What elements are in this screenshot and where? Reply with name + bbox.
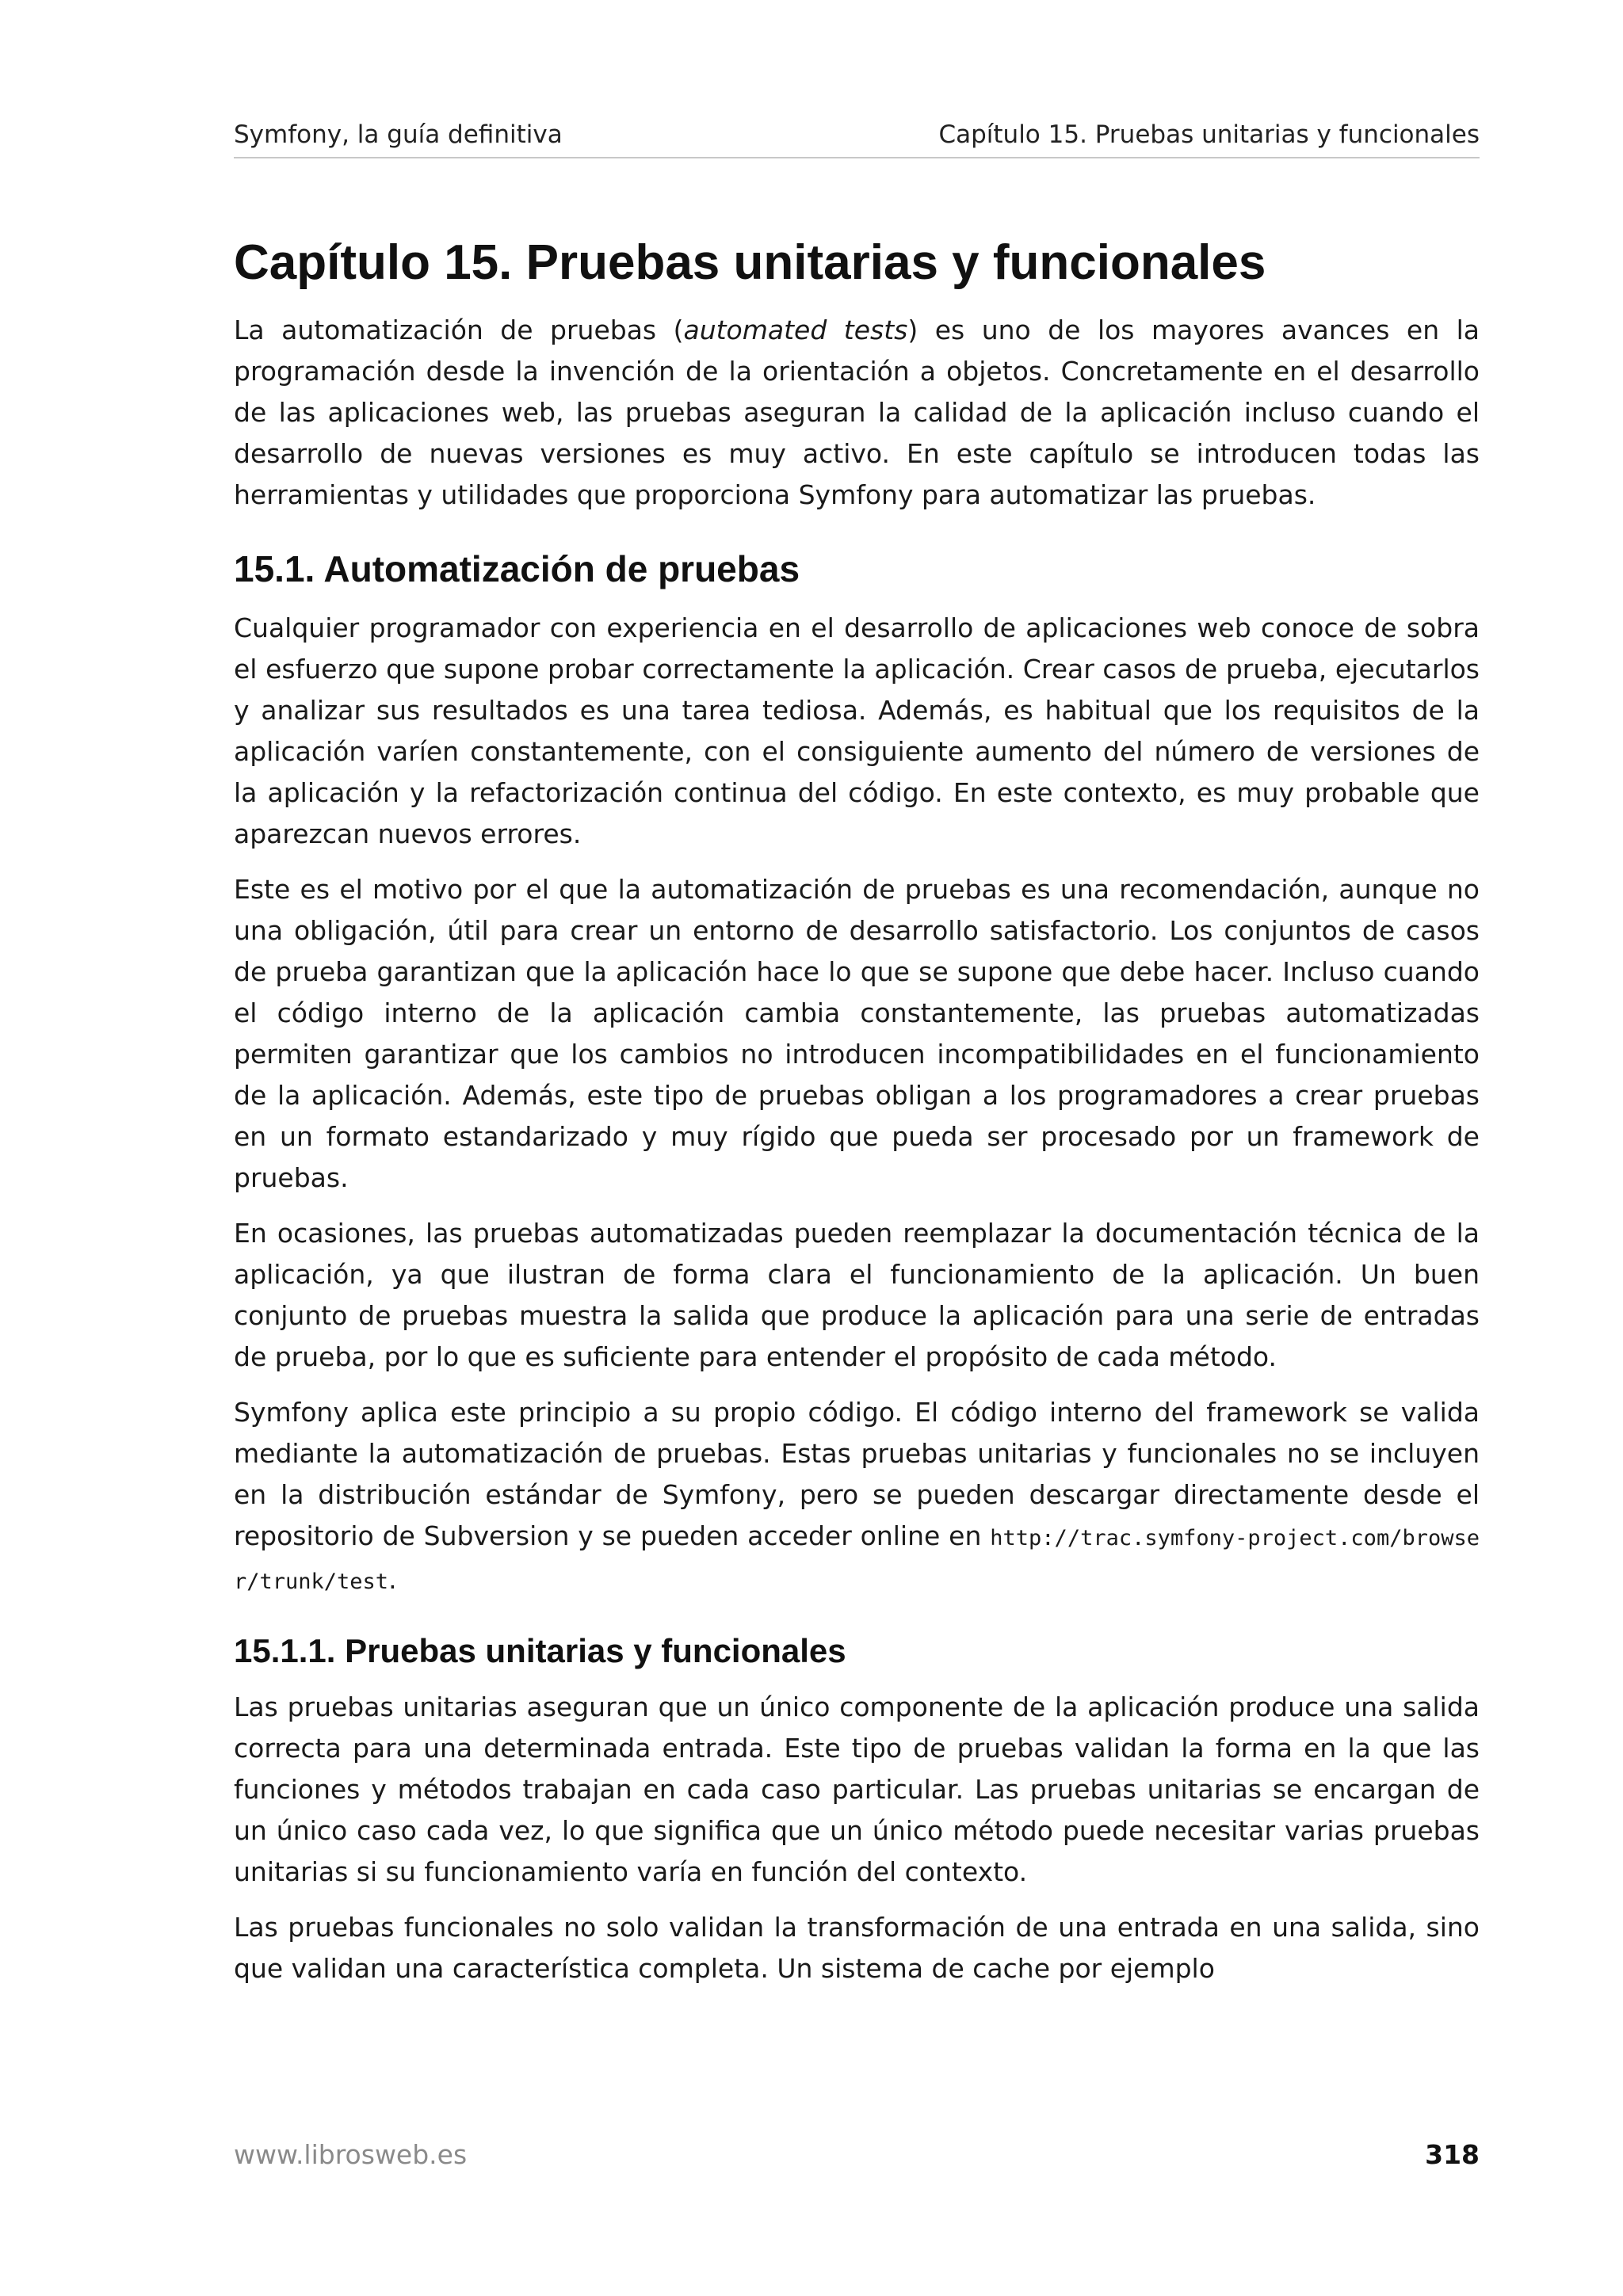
paragraph-text: Symfony aplica este principio a su propio código. El código interno del framework se valida mediante la automatización de pruebas. Estas pruebas unitarias y funcionales no se incluyen en la distribución estándar de Symfony, pero se pueden descargar directamente desde el repositorio de Subversion y se pueden acceder online en — [234, 1396, 1480, 1551]
paragraph: Este es el motivo por el que la automatización de pruebas es una recomendación, aunque no una obligación, útil para crear un entorno de desarrollo satisfactorio. Los conjuntos de casos de prueba garantizan que la aplicación hace lo que se supone que debe hacer. Incluso cuando el código interno de la aplicación cambia constantemente, las pruebas automatizadas permiten garantizar que los cambios no introducen incompatibilidades en el funcionamiento de la aplicación. Además, este tipo de pruebas obligan a los programadores a crear pruebas en un formato estandarizado y muy rígido que pueda ser procesado por un framework de pruebas. — [234, 873, 1480, 1193]
running-header — [234, 119, 1480, 158]
header-chapter-title: Capítulo 15. Pruebas unitarias y funcionales — [938, 120, 1480, 149]
intro-emphasis: automated tests — [683, 315, 908, 346]
page-content — [234, 234, 1480, 2004]
paragraph: En ocasiones, las pruebas automatizadas pueden reemplazar la documentación técnica de la aplicación, ya que ilustran de forma clara el funcionamiento de la aplicación. Un buen conjunto de pruebas muestra la salida que produce la aplicación para una serie de entradas de prueba, por lo que es suficiente para entender el propósito de cada método. — [234, 1217, 1480, 1372]
test-url-link[interactable]: http://trac.symfony-project.com/browser/trunk/test — [234, 1525, 1480, 1594]
paragraph-with-link — [234, 1392, 1480, 1603]
intro-text-end: ) es uno de los mayores avances en la programación desde la invención de la orientación a objetos. Concretamente en el desarrollo de las aplicaciones web, las pruebas aseguran la calidad de la aplicación incluso cuando el desarrollo de nuevas versiones es muy activo. En este capítulo se introducen todas las herramientas y utilidades que proporciona Symfony para automatizar las pruebas. — [234, 315, 1480, 511]
paragraph-period: . — [388, 1563, 397, 1595]
intro-paragraph — [234, 310, 1480, 516]
chapter-title: Capítulo 15. Pruebas unitarias y funcionales — [234, 235, 1266, 290]
paragraph: Las pruebas funcionales no solo validan la transformación de una entrada en una salida, sino que validan una característica completa. Un sistema de cache por ejemplo — [234, 1911, 1480, 1984]
section-heading-15-1-1: 15.1.1. Pruebas unitarias y funcionales — [234, 1631, 846, 1669]
intro-text-start: La automatización de pruebas ( — [234, 315, 684, 346]
footer-site-link[interactable]: www.librosweb.es — [234, 2139, 468, 2170]
page-number: 318 — [1425, 2139, 1480, 2170]
paragraph: Cualquier programador con experiencia en el desarrollo de aplicaciones web conoce de sobra el esfuerzo que supone probar correctamente la aplicación. Crear casos de prueba, ejecutarlos y analizar sus resultados es una tarea tediosa. Además, es habitual que los requisitos de la aplicación varíen constantemente, con el consiguiente aumento del número de versiones de la aplicación y la refactorización continua del código. En este contexto, es muy probable que aparezcan nuevos errores. — [234, 612, 1480, 849]
header-book-title: Symfony, la guía definitiva — [234, 120, 563, 149]
document-page — [234, 0, 1480, 2296]
section-heading-15-1: 15.1. Automatización de pruebas — [234, 548, 800, 590]
paragraph: Las pruebas unitarias aseguran que un único componente de la aplicación produce una salida correcta para una determinada entrada. Este tipo de pruebas validan la forma en la que las funciones y métodos trabajan en cada caso particular. Las pruebas unitarias se encargan de un único caso cada vez, lo que significa que un único método puede necesitar varias pruebas unitarias si su funcionamiento varía en función del contexto. — [234, 1691, 1480, 1887]
